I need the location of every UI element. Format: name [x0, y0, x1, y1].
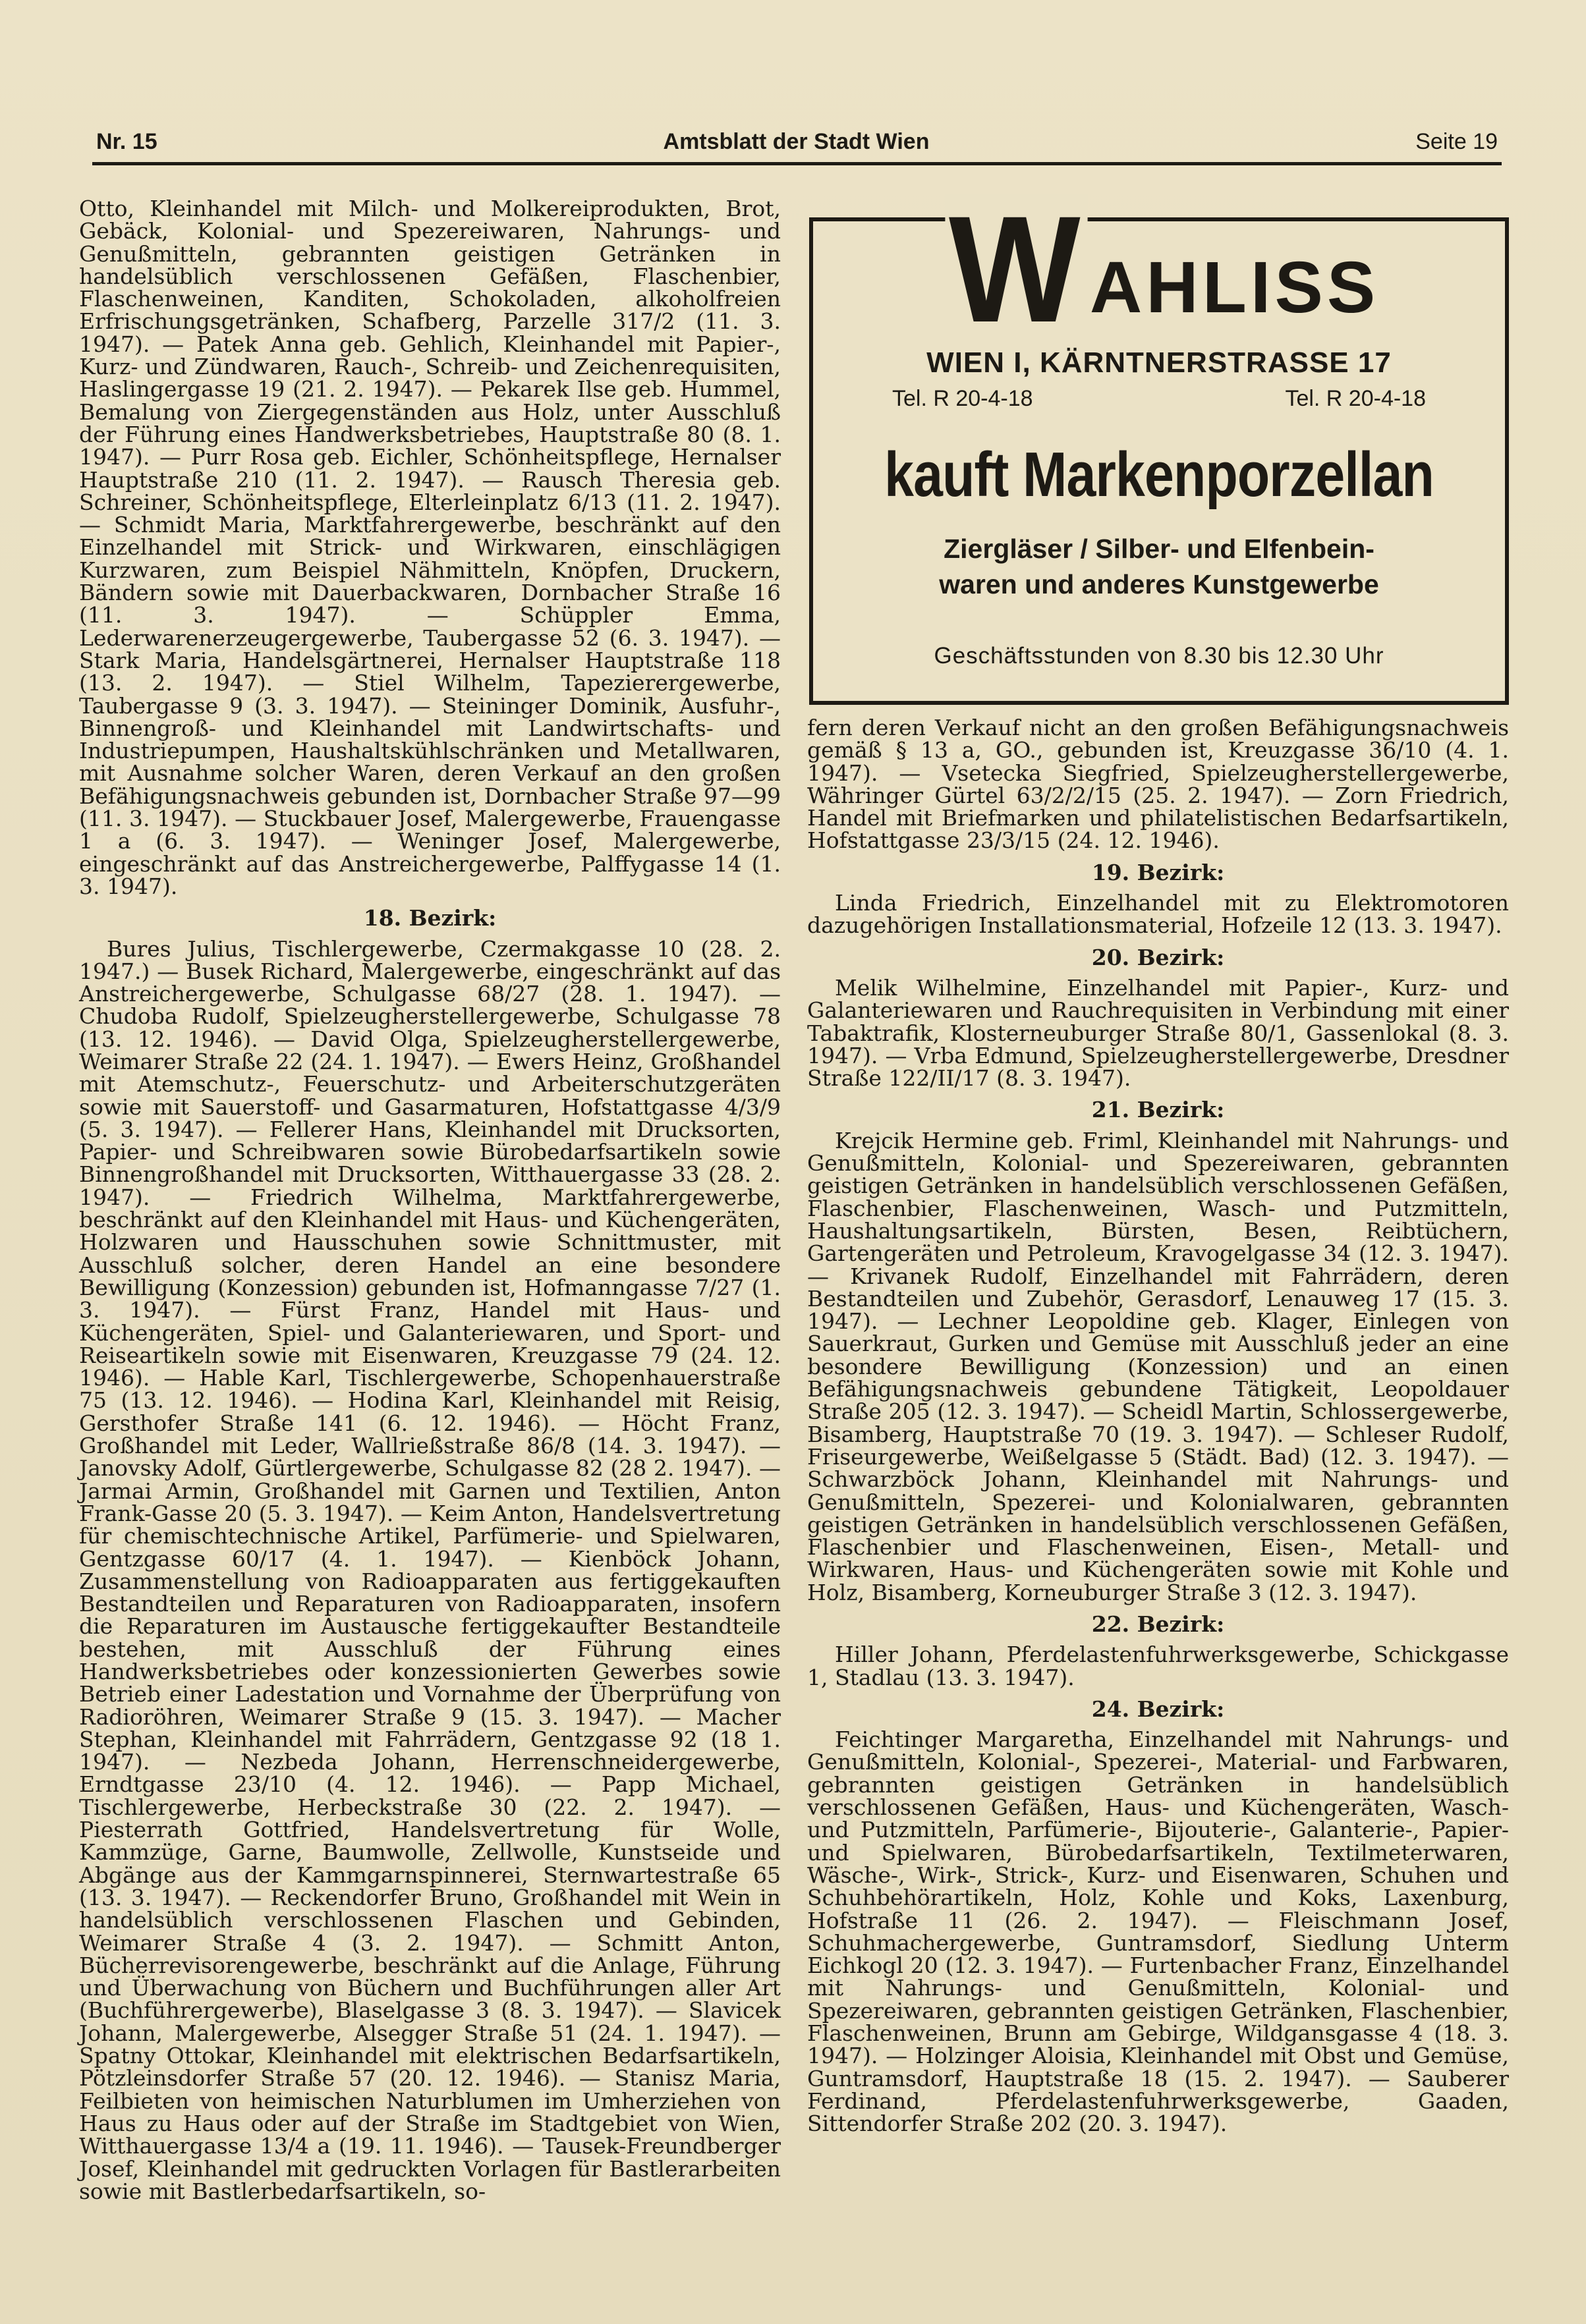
- district-18-continued: fern deren Verkauf nicht an den großen Befähigungsnachweis gemäß § 13 a, GO., gebunden ist, Kreuzgasse 36/10 (4. 1. 1947). — Vsetecka Siegfried, Spielzeugherstellergewerbe, Währinger Gürtel 63/2/2/15 (25. 2. 1947). — Zorn Friedrich, Handel mit Briefmarken und philatelistischen Bedarfsartikeln, Hofstattgasse 23/3/15 (24. 12. 1946).: [807, 715, 1509, 854]
- issue-number: Nr. 15: [96, 129, 157, 154]
- left-column: [79, 198, 781, 2203]
- heading-district-19: 19. Bezirk:: [1091, 859, 1225, 885]
- right-column: [807, 717, 1509, 2136]
- heading-district-21: 21. Bezirk:: [1091, 1097, 1225, 1123]
- heading-district-18: 18. Bezirk:: [363, 905, 497, 931]
- wahliss-advertisement: [809, 184, 1509, 705]
- ad-telephone-right: Tel. R 20-4-18: [1285, 386, 1426, 411]
- ad-address: WIEN I, KÄRNTNERSTRASSE 17: [926, 346, 1392, 379]
- ad-goods-line-1: Ziergläser / Silber- und Elfenbein-: [944, 534, 1374, 564]
- page-number: Seite 19: [1415, 129, 1498, 154]
- page-header: [92, 126, 1500, 163]
- heading-district-24: 24. Bezirk:: [1091, 1696, 1225, 1722]
- heading-district-22: 22. Bezirk:: [1091, 1611, 1225, 1637]
- district-24-entries: Feichtinger Margaretha, Einzelhandel mit Nahrungs- und Genußmitteln, Kolonial-, Spezerei-, Material- und Farbwaren, gebrannten geistigen Getränken in handelsüblich verschlossenen Gefäßen, Haus- und Küchengeräten, Wasch- und Putzmitteln, Parfümerie-, Bijouterie-, Galanterie-, Papier- und Spielwaren, Bürobedarfsartikeln, Textilmeterwaren, Wäsche-, Wirk-, Strick-, Kurz- und Eisenwaren, Schuhen und Schuhbehörartikeln, Holz, Kohle und Koks, Laxenburg, Hofstraße 11 (26. 2. 1947). — Fleischmann Josef, Schuhmachergewerbe, Guntramsdorf, Siedlung Unterm Eichkogl 20 (12. 3. 1947). — Furtenbacher Franz, Einzelhandel mit Nahrungs- und Genußmitteln, Kolonial- und Spezereiwaren, gebrannten geistigen Getränken, Flaschenbier, Flaschenweinen, Brunn am Gebirge, Wildgansgasse 4 (18. 3. 1947). — Holzinger Aloisia, Kleinhandel mit Obst und Gemüse, Guntramsdorf, Hauptstraße 18 (15. 2. 1947). — Sauberer Ferdinand, Pferdelastenfuhrwerksgewerbe, Gaaden, Sittendorfer Straße 202 (20. 3. 1947).: [807, 1727, 1509, 2137]
- district-18-entries: Bures Julius, Tischlergewerbe, Czermakgasse 10 (28. 2. 1947.) — Busek Richard, Malergewerbe, eingeschränkt auf das Anstreichergewerbe, Schulgasse 68/27 (28. 1. 1947). — Chudoba Rudolf, Spielzeugherstellergewerbe, Schulgasse 78 (13. 12. 1946). — David Olga, Spielzeugherstellergewerbe, Weimarer Straße 22 (24. 1. 1947). — Ewers Heinz, Großhandel mit Atemschutz-, Feuerschutz- und Arbeiterschutzgeräten sowie mit Sauerstoff- und Gasarmaturen, Hofstattgasse 4/3/9 (5. 3. 1947). — Fellerer Hans, Kleinhandel mit Drucksorten, Papier- und Schreibwaren sowie Bürobedarfsartikeln sowie Binnengroßhandel mit Drucksorten, Witthauergasse 33 (28. 2. 1947). — Friedrich Wilhelma, Marktfahrergewerbe, beschränkt auf den Kleinhandel mit Haus- und Küchengeräten, Holzwaren und Hausschuhen sowie Schnittmuster, mit Ausschluß solcher, deren Handel an eine besondere Bewilligung (Konzession) gebunden ist, Hofmanngasse 7/27 (1. 3. 1947). — Fürst Franz, Handel mit Haus- und Küchengeräten, Spiel- und Galanteriewaren, und Sport- und Reiseartikeln sowie mit Eisenwaren, Kreuzgasse 79 (24. 12. 1946). — Hable Karl, Tischlergewerbe, Schopenhauerstraße 75 (13. 12. 1946). — Hodina Karl, Kleinhandel mit Reisig, Gersthofer Straße 141 (6. 12. 1946). — Höcht Franz, Großhandel mit Leder, Wallrießstraße 86/8 (14. 3. 1947). — Janovsky Adolf, Gürtlergewerbe, Schulgasse 82 (28 2. 1947). — Jarmai Armin, Großhandel mit Garnen und Textilien, Anton Frank-Gasse 20 (5. 3. 1947). — Keim Anton, Handelsvertretung für chemischtechnische Artikel, Parfümerie- und Spielwaren, Gentzgasse 60/17 (4. 1. 1947). — Kienböck Johann, Zusammenstellung von Radioapparaten aus fertiggekauften Bestandteilen und Reparaturen von Radioapparaten, insofern die Reparaturen im Austausche fertiggekaufter Bestandteile bestehen, mit Ausschluß der Führung eines Handwerksbetriebes oder konzessionierten Gewerbes sowie Betrieb einer Ladestation und Vornahme der Überprüfung von Radioröhren, Weimarer Straße 9 (15. 3. 1947). — Macher Stephan, Kleinhandel mit Fahrrädern, Gentzgasse 92 (18 1. 1947). — Nezbeda Johann, Herrenschneidergewerbe, Erndtgasse 23/10 (4. 12. 1946). — Papp Michael, Tischlergewerbe, Herbeckstraße 30 (22. 2. 1947). — Piesterrath Gottfried, Handelsvertretung für Wolle, Kammzüge, Garne, Baumwolle, Zellwolle, Kunstseide und Abgänge aus der Kammgarnspinnerei, Sternwartestraße 65 (13. 3. 1947). — Reckendorfer Bruno, Großhandel mit Wein in handelsüblich verschlossenen Flaschen und Gebinden, Weimarer Straße 4 (3. 2. 1947). — Schmitt Anton, Bücherrevisorengewerbe, beschränkt auf die Anlage, Führung und Überwachung von Büchern und Buchführungen aller Art (Buchführergewerbe), Blaselgasse 3 (8. 3. 1947). — Slavicek Johann, Malergewerbe, Alsegger Straße 51 (24. 1. 1947). — Spatny Ottokar, Kleinhandel mit elektrischen Bedarfsartikeln, Pötzleinsdorfer Straße 57 (20. 12. 1946). — Stanisz Maria, Feilbieten von heimischen Naturblumen im Umherziehen von Haus zu Haus oder auf der Straße im Stadtgebiet von Wien, Witthauergasse 13/4 a (19. 11. 1946). — Tausek-Freundberger Josef, Kleinhandel mit gedruckten Vorlagen für Bastlerarbeiten sowie mit Bastlerbedarfsartikeln, so-: [79, 935, 781, 2204]
- district-17-continued: Otto, Kleinhandel mit Milch- und Molkereiprodukten, Brot, Gebäck, Kolonial- und Spezereiwaren, Nahrungs- und Genußmitteln, gebrannten geistigen Getränken in handelsüblich verschlossenen Gefäßen, Flaschenbier, Flaschenweinen, Kanditen, Schokoladen, alkoholfreien Erfrischungsgetränken, Schafberg, Parzelle 317/2 (11. 3. 1947). — Patek Anna geb. Gehlich, Kleinhandel mit Papier-, Kurz- und Zündwaren, Rauch-, Schreib- und Zeichenrequisiten, Haslingergasse 19 (21. 2. 1947). — Pekarek Ilse geb. Hummel, Bemalung von Ziergegenständen aus Holz, unter Ausschluß der Führung eines Handwerksbetriebes, Hauptstraße 80 (8. 1. 1947). — Purr Rosa geb. Eichler, Schönheitspflege, Hernalser Hauptstraße 210 (11. 2. 1947). — Rausch Theresia geb. Schreiner, Schönheitspflege, Elterleinplatz 6/13 (11. 2. 1947). — Schmidt Maria, Marktfahrergewerbe, beschränkt auf den Einzelhandel mit Strick- und Wirkwaren, einschlägigen Kurzwaren, zum Beispiel Nähmitteln, Knöpfen, Druckern, Bändern sowie mit Dauerbackwaren, Dornbacher Straße 16 (11. 3. 1947). — Schüppler Emma, Lederwarenerzeugergewerbe, Taubergasse 52 (6. 3. 1947). — Stark Maria, Handelsgärtnerei, Hernalser Hauptstraße 118 (13. 2. 1947). — Stiel Wilhelm, Tapezierergewerbe, Taubergasse 9 (3. 3. 1947). — Steininger Dominik, Ausfuhr-, Binnengroß- und Kleinhandel mit Landwirtschafts- und Industriepumpen, Haushaltskühlschränken und Metallwaren, mit Ausnahme solcher Waren, deren Verkauf an den großen Befähigungsnachweis gebunden ist, Dornbacher Straße 97—99 (11. 3. 1947). — Stuckbauer Josef, Malergewerbe, Frauengasse 1 a (6. 3. 1947). — Weninger Josef, Malergewerbe, eingeschränkt auf das Anstreichergewerbe, Palffygasse 14 (1. 3. 1947).: [79, 196, 781, 899]
- logo-name-rest: AHLISS: [1089, 247, 1380, 328]
- district-22-entries: Hiller Johann, Pferdelastenfuhrwerksgewerbe, Schickgasse 1, Stadlau (13. 3. 1947).: [807, 1642, 1509, 1690]
- header-rule: [92, 162, 1502, 165]
- district-20-entries: Melik Wilhelmine, Einzelhandel mit Papier-, Kurz- und Galanteriewaren und Rauchrequisiten in Verbindung mit einer Tabaktrafik, Klosterneuburger Straße 80/1, Gassenlokal (8. 3. 1947). — Vrba Edmund, Spielzeugherstellergewerbe, Dresdner Straße 122/II/17 (8. 3. 1947).: [807, 974, 1509, 1092]
- publication-title: Amtsblatt der Stadt Wien: [663, 129, 930, 154]
- ad-business-hours: Geschäftsstunden von 8.30 bis 12.30 Uhr: [934, 643, 1384, 669]
- ad-headline: kauft Markenporzellan: [884, 439, 1434, 510]
- ad-telephone-left: Tel. R 20-4-18: [892, 386, 1033, 411]
- wahliss-logo: [813, 184, 1505, 354]
- heading-district-20: 20. Bezirk:: [1091, 944, 1225, 970]
- district-19-entries: Linda Friedrich, Einzelhandel mit zu Elektromotoren dazugehörigen Installationsmaterial, Hofzeile 12 (13. 3. 1947).: [807, 890, 1509, 939]
- logo-letter-w: W: [945, 194, 1087, 345]
- district-21-entries: Krejcik Hermine geb. Friml, Kleinhandel mit Nahrungs- und Genußmitteln, Kolonial- und Spezereiwaren, gebrannten geistigen Getränken in handelsüblich verschlossenen Gefäßen, Flaschenbier, Flaschenweinen, Wasch- und Putzmitteln, Haushaltungsartikeln, Bürsten, Besen, Reibtüchern, Gartengeräten und Petroleum, Kravogelgasse 34 (12. 3. 1947). — Krivanek Rudolf, Einzelhandel mit Fahrrädern, deren Bestandteilen und Zubehör, Gerasdorf, Lenauweg 17 (15. 3. 1947). — Lechner Leopoldine geb. Klager, Einlegen von Sauerkraut, Gurken und Gemüse mit Ausschluß jeder an eine besondere Bewilligung (Konzession) und an einen Befähigungsnachweis gebundene Tätigkeit, Leopoldauer Straße 205 (12. 3. 1947). — Scheidl Martin, Schlossergewerbe, Bisamberg, Hauptstraße 70 (19. 3. 1947). — Schleser Rudolf, Friseurgewerbe, Weißelgasse 5 (Städt. Bad) (12. 3. 1947). — Schwarzböck Johann, Kleinhandel mit Nahrungs- und Genußmitteln, Spezerei- und Kolonialwaren, gebrannten geistigen Getränken in handelsüblich verschlossenen Gefäßen, Flaschenbier und Flaschenweinen, Eisen-, Metall- und Wirkwaren, Haus- und Küchengeräten sowie mit Kohle und Holz, Bisamberg, Korneuburger Straße 3 (12. 3. 1947).: [807, 1127, 1509, 1605]
- ad-goods-line-2: waren und anderes Kunstgewerbe: [939, 569, 1379, 599]
- ad-goods: [813, 531, 1505, 602]
